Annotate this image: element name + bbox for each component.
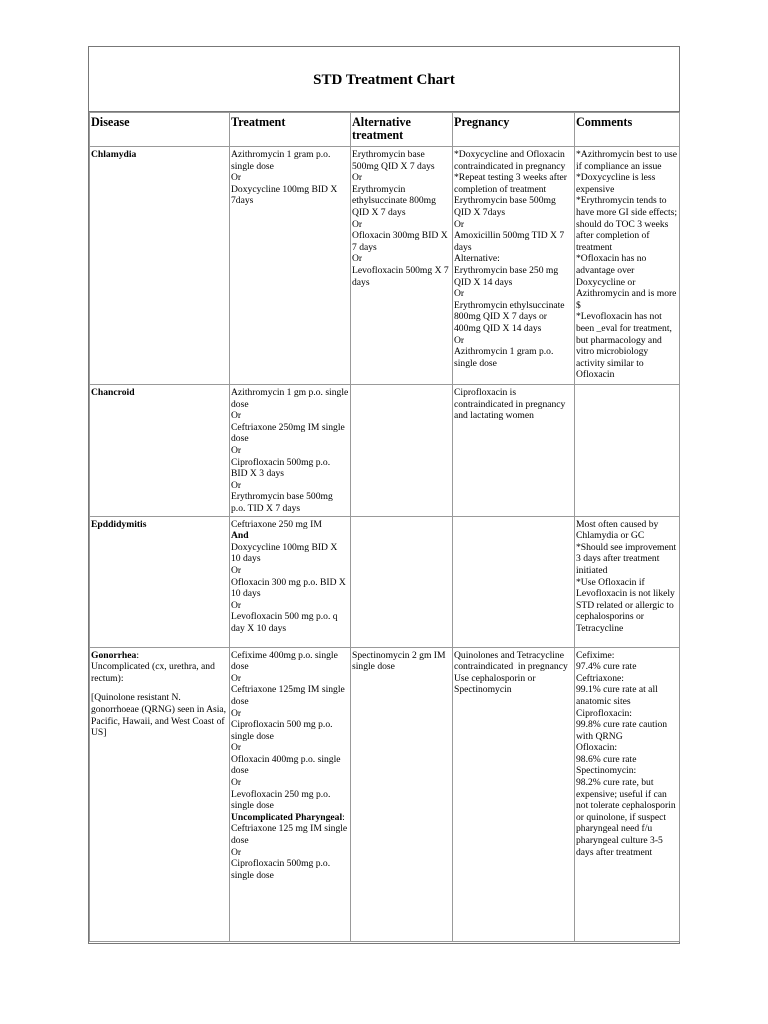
treatment-cell <box>230 385 351 517</box>
comments-cell <box>575 385 680 517</box>
cell-line: Or <box>454 218 465 230</box>
header-pregnancy: Pregnancy <box>453 113 575 147</box>
table-row <box>90 647 680 941</box>
pregnancy-cell <box>453 647 575 941</box>
title-row <box>89 47 679 112</box>
disease-cell <box>90 385 230 517</box>
cell-line: Or <box>454 288 465 300</box>
disease-name: Epddidymitis <box>91 518 147 530</box>
cell-line: Or <box>231 479 242 491</box>
cell-line: 99.8% cure rate caution with QRNG <box>576 719 670 742</box>
treatment-cell <box>230 516 351 647</box>
table-row <box>90 385 680 517</box>
cell-line: Erythromycin base 500mg p.o. TID X 7 days <box>231 491 336 514</box>
pregnancy-cell <box>453 147 575 385</box>
cell-line: 98.2% cure rate, but expensive; useful if can not tolerate cephalosporin or quinolone, if suspect pharyngeal need f/u pharyngeal culture 3-5 days after treatment <box>576 777 679 858</box>
cell-line: *Erythromycin tends to have more GI side effects; should do TOC 3 weeks after completion of treatment <box>576 195 680 253</box>
cell-line: Ceftriaxone 250mg IM single dose <box>231 421 348 445</box>
cell-line: Spectinomycin 2 gm IM single dose <box>352 649 448 673</box>
pregnancy-cell <box>453 516 575 647</box>
comments-cell <box>575 147 680 385</box>
cell-line: Or <box>231 777 242 789</box>
disease-cell <box>90 516 230 647</box>
cell-line: *Repeat testing 3 weeks after completion of treatment <box>454 172 570 195</box>
cell-line: *Azithromycin best to use if compliance an issue <box>576 149 680 172</box>
cell-line: Or <box>352 172 363 184</box>
cell-line: Erythromycin ethylsuccinate 800mg QID X 7 days <box>352 183 439 218</box>
header-comments: Comments <box>575 113 680 147</box>
disease-name: Gonorrhea <box>91 649 137 661</box>
cell-line: Spectinomycin: <box>576 765 637 777</box>
comments-cell <box>575 647 680 941</box>
treatment-line: Ceftriaxone 250 mg IM <box>231 518 322 530</box>
treatment-line: Levofloxacin 500 mg p.o. q day X 10 days <box>231 611 340 634</box>
treatment-line: Doxycycline 100mg BID X 10 days <box>231 541 340 565</box>
alternative-cell <box>351 385 453 517</box>
alternative-cell <box>351 147 453 385</box>
cell-line: Ofloxacin: <box>576 742 618 754</box>
cell-line: 97.4% cure rate <box>576 661 637 673</box>
cell-line: Ceftriaxone: <box>576 672 624 684</box>
cell-line: *Ofloxacin has no advantage over Doxycycline or Azithromycin and is more $ <box>576 253 679 311</box>
treatment-subheading: Uncomplicated Pharyngeal <box>231 811 343 823</box>
treatment-line: Ofloxacin 300 mg p.o. BID X 10 days <box>231 576 349 600</box>
cell-line: Azithromycin 1 gram p.o. single dose <box>454 346 556 369</box>
disease-name: Chancroid <box>91 387 135 398</box>
cell-line: Or <box>231 410 242 422</box>
cell-line: Or <box>231 444 242 456</box>
comments-cell <box>575 516 680 647</box>
header-treatment: Treatment <box>230 113 351 147</box>
table-header-row <box>90 113 680 147</box>
header-disease: Disease <box>90 113 230 147</box>
disease-cell <box>90 647 230 941</box>
cell-line: Or <box>231 172 242 184</box>
cell-line: Ofloxacin 400mg p.o. single dose <box>231 753 343 777</box>
disease-name: Chlamydia <box>91 149 137 160</box>
cell-line: *Doxycycline is less expensive <box>576 172 658 195</box>
cell-line: Cefixime 400mg p.o. single dose <box>231 649 341 673</box>
cell-line: Most often caused by Chlamydia or GC <box>576 518 661 542</box>
cell-line: 99.1% cure rate at all anatomic sites <box>576 684 661 707</box>
cell-line: Erythromycin base 500mg QID X 7days <box>454 195 559 218</box>
table-row <box>90 147 680 385</box>
cell-line: *Levofloxacin has not been _eval for treatment, but pharmacology and vitro microbiology activity similar to Ofloxacin <box>576 311 675 381</box>
table-row <box>90 516 680 647</box>
cell-line: Amoxicillin 500mg TID X 7 days <box>454 230 567 253</box>
cell-line: Use cephalosporin or Spectinomycin <box>454 672 538 696</box>
cell-line: Or <box>352 218 363 230</box>
cell-line: Ciprofloxacin 500mg p.o. BID X 3 days <box>231 456 333 480</box>
page-title: STD Treatment Chart <box>313 71 455 88</box>
cell-line: 98.6% cure rate <box>576 753 637 765</box>
cell-line: Levofloxacin 250 mg p.o. single dose <box>231 788 333 812</box>
disease-subtype: Uncomplicated (cx, urethra, and rectum): <box>91 661 218 684</box>
disease-note: [Quinolone resistant N. gonorrhoeae (QRNG) seen in Asia, Pacific, Hawaii, and West Coast of US] <box>91 692 229 739</box>
alternative-cell <box>351 647 453 941</box>
cell-line: Ciprofloxacin 500 mg p.o. single dose <box>231 719 335 742</box>
cell-line: Or <box>231 672 242 684</box>
document-page <box>88 46 680 944</box>
disease-cell <box>90 147 230 385</box>
cell-line: Doxycycline 100mg BID X 7days <box>231 183 340 207</box>
cell-line: Or <box>231 742 242 754</box>
cell-line: Erythromycin base 250 mg QID X 14 days <box>454 264 561 288</box>
pregnancy-cell <box>453 385 575 517</box>
cell-line: *Use Ofloxacin if Levofloxacin is not likely STD related or allergic to cephalosporins or Tetracycline <box>576 576 678 634</box>
cell-line: Ceftriaxone 125mg IM single dose <box>231 684 348 707</box>
cell-line: *Doxycycline and Ofloxacin contraindicated in pregnancy <box>454 149 568 172</box>
header-alternative: Alternative treatment <box>351 113 453 147</box>
cell-line: *Should see improvement 3 days after treatment initiated <box>576 541 679 576</box>
cell-line: Ceftriaxone 125 mg IM single dose <box>231 823 350 847</box>
cell-line: Azithromycin 1 gm p.o. single dose <box>231 387 351 410</box>
treatment-cell <box>230 147 351 385</box>
treatment-table <box>89 112 680 942</box>
cell-line: Ofloxacin 300mg BID X 7 days <box>352 230 451 253</box>
disease-colon: : <box>136 649 139 661</box>
cell-line: Ciprofloxacin is contraindicated in pregnancy and lactating women <box>454 387 568 422</box>
treatment-line: Or <box>231 564 242 576</box>
treatment-line: And <box>231 530 249 542</box>
cell-line: Erythromycin base 500mg QID X 7 days <box>352 149 435 172</box>
cell-line: Ciprofloxacin: <box>576 707 632 719</box>
treatment-cell: Cefixime 400mg p.o. single dose Or Ceftriaxone 125mg IM single dose Or Ciprofloxacin 500 mg p.o. single dose Or Ofloxacin 400mg p.o. single dose Or Levofloxacin 250 mg p.o. single dose Uncomplicated Pharyngeal: Ceftriaxone 125 mg IM single dose Or Ciprofloxacin 500mg p.o. single dose <box>230 647 351 941</box>
cell-line: Or <box>231 846 242 858</box>
treatment-line: Or <box>231 599 242 611</box>
cell-line: Erythromycin ethylsuccinate 800mg QID X 7 days or 400mg QID X 14 days <box>454 299 567 334</box>
cell-line: Or <box>352 253 363 265</box>
cell-line: Azithromycin 1 gram p.o. single dose <box>231 149 333 172</box>
cell-line: Alternative: <box>454 253 500 265</box>
cell-line: Or <box>454 334 465 346</box>
cell-line: Quinolones and Tetracycline contraindicated in pregnancy <box>454 649 568 673</box>
cell-line: Ciprofloxacin 500mg p.o. single dose <box>231 858 333 881</box>
cell-line: Or <box>231 707 242 719</box>
cell-line: Levofloxacin 500mg X 7 days <box>352 264 452 288</box>
alternative-cell <box>351 516 453 647</box>
cell-line: Cefixime: <box>576 649 615 661</box>
